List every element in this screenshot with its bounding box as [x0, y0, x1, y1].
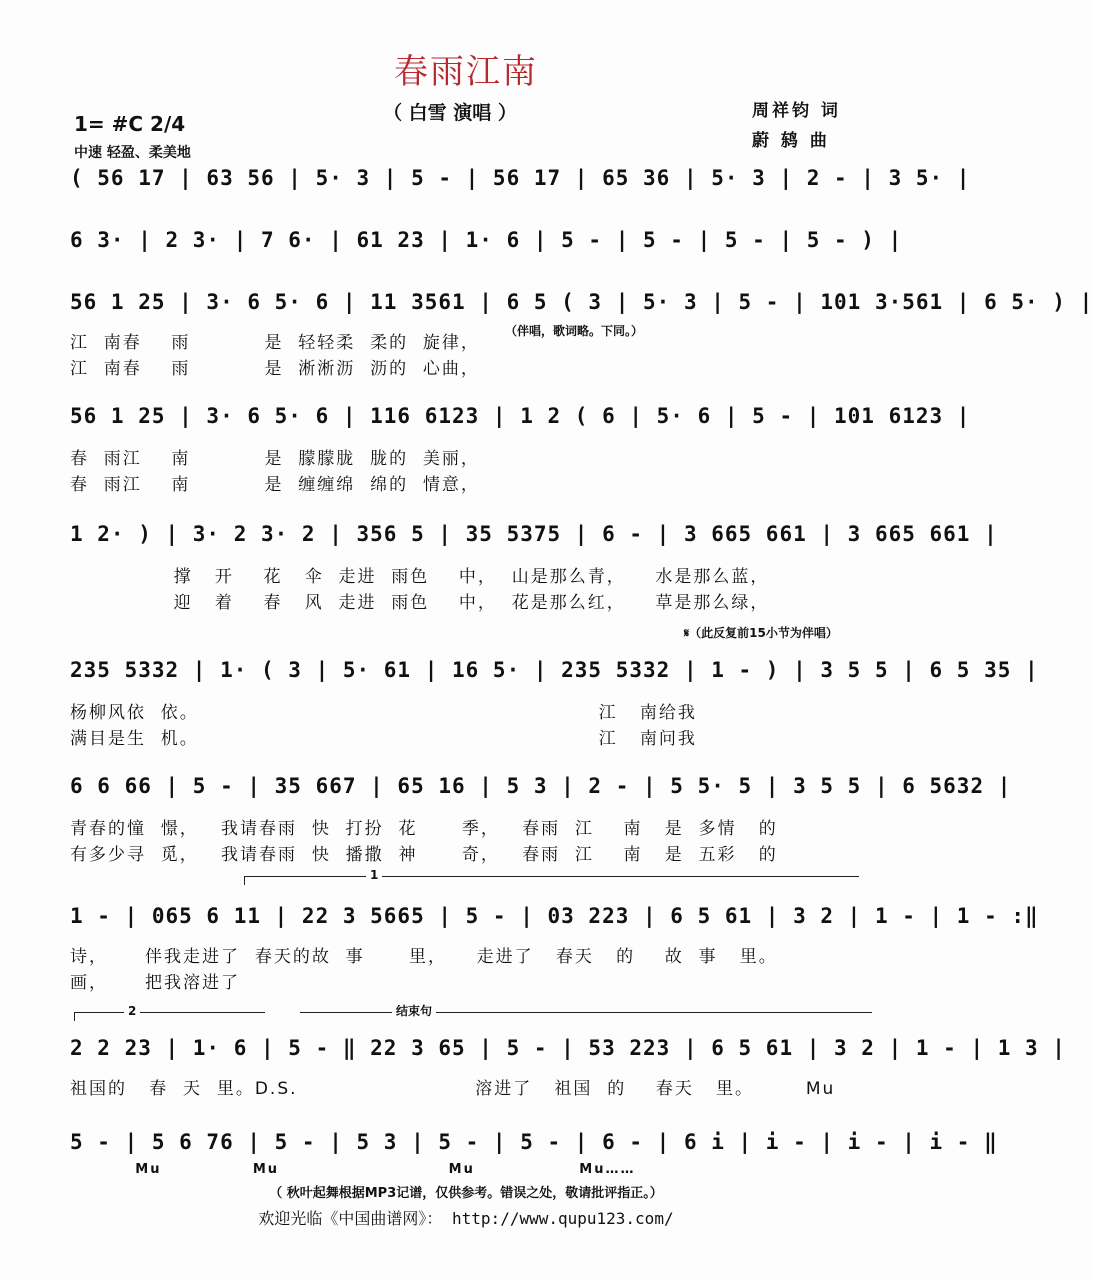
- lyric-line-8a: 诗， 伴我走进了 春天的故 事 里， 走进了 春天 的 故 事 里。: [70, 947, 778, 967]
- lyric-line-7b: 有多少寻 觅， 我请春雨 快 播撒 神 奇， 春雨 江 南 是 五彩 的: [70, 845, 778, 865]
- first-ending-label: 1: [366, 868, 382, 882]
- score-row-9: 2 2 23 | 1· 6 | 5 - ‖ 22 3 65 | 5 - | 53 223 | 6 5 61 | 3 2 | 1 - | 1 3 |: [70, 1036, 1066, 1060]
- score-row-2: 6 3· | 2 3· | 7 6· | 61 23 | 1· 6 | 5 - | 5 - | 5 - | 5 - ) |: [70, 228, 903, 252]
- lyric-line-3b: 江 南春 雨 是 淅淅沥 沥的 心曲，: [70, 359, 480, 379]
- coda-bracket: [300, 1012, 872, 1021]
- lyric-line-4a: 春 雨江 南 是 朦朦胧 胧的 美丽，: [70, 449, 480, 469]
- segno-note: 𝄋（此反复前15小节为伴唱）: [684, 626, 838, 640]
- score-row-10: 5 - | 5 6 76 | 5 - | 5 3 | 5 - | 5 - | 6 - | 6 i | i - | i - | i - ‖: [70, 1130, 998, 1154]
- lyric-line-8b: 画， 把我溶进了: [70, 973, 241, 993]
- song-title: 春雨江南: [394, 52, 538, 92]
- lyric-line-7a: 青春的憧 憬， 我请春雨 快 打扮 花 季， 春雨 江 南 是 多情 的: [70, 819, 778, 839]
- score-row-7: 6 6 66 | 5 - | 35 667 | 65 16 | 5 3 | 2 - | 5 5· 5 | 3 5 5 | 6 5632 |: [70, 774, 1012, 798]
- second-ending-label: 2: [124, 1004, 140, 1018]
- lyric-line-4b: 春 雨江 南 是 缠缠绵 绵的 情意，: [70, 475, 480, 495]
- lyricist-credit: 周祥钧 词: [752, 101, 841, 121]
- score-row-8: 1 - | 065 6 11 | 22 3 5665 | 5 - | 03 223 | 6 5 61 | 3 2 | 1 - | 1 - :‖: [70, 904, 1039, 928]
- key-signature: 1= #C 2/4: [74, 112, 186, 136]
- score-row-3: 56 1 25 | 3· 6 5· 6 | 11 3561 | 6 5 ( 3 | 5· 3 | 5 - | 101 3·561 | 6 5· ) |: [70, 290, 1093, 314]
- accompaniment-note: （伴唱，歌词略。下同。）: [505, 324, 644, 338]
- lyric-line-5b: 迎 着 春 风 走进 雨色 中， 花是那么红， 草是那么绿，: [70, 593, 770, 613]
- coda-label: 结束句: [392, 1002, 436, 1019]
- transcription-disclaimer: （ 秋叶起舞根据MP3记谱，仅供参考。错误之处，敬请批评指正。）: [269, 1186, 663, 1201]
- lyric-line-6b: 满目是生 机。 江 南问我: [70, 729, 697, 749]
- website-link[interactable]: 欢迎光临《中国曲谱网》： http://www.qupu123.com/: [258, 1209, 674, 1228]
- score-row-4: 56 1 25 | 3· 6 5· 6 | 116 6123 | 1 2 ( 6 | 5· 6 | 5 - | 101 6123 |: [70, 404, 971, 428]
- lyric-line-9a: 祖国的 春 天 里。D.S. 溶进了 祖国 的 春天 里。 Mu: [70, 1079, 836, 1099]
- singer-credit: （ 白雪 演唱 ）: [383, 102, 517, 124]
- lyric-line-5a: 撑 开 花 伞 走进 雨色 中， 山是那么青， 水是那么蓝，: [70, 567, 770, 587]
- second-ending-bracket: [74, 1012, 265, 1021]
- score-row-5: 1 2· ) | 3· 2 3· 2 | 356 5 | 35 5375 | 6 - | 3 665 661 | 3 665 661 |: [70, 522, 998, 546]
- composer-credit: 蔚 鸫 曲: [752, 131, 830, 151]
- lyric-line-3a: 江 南春 雨 是 轻轻柔 柔的 旋律，: [70, 333, 480, 353]
- tempo-marking: 中速 轻盈、柔美地: [74, 145, 191, 161]
- score-row-6: 235 5332 | 1· ( 3 | 5· 61 | 16 5· | 235 5332 | 1 - ) | 3 5 5 | 6 5 35 |: [70, 658, 1039, 682]
- lyric-line-6a: 杨柳风依 依。 江 南给我: [70, 703, 697, 723]
- lyric-line-10a: Mu Mu Mu Mu……: [70, 1162, 636, 1177]
- score-row-1: ( 56 17 | 63 56 | 5· 3 | 5 - | 56 17 | 65 36 | 5· 3 | 2 - | 3 5· |: [70, 166, 971, 190]
- first-ending-bracket: [244, 876, 859, 885]
